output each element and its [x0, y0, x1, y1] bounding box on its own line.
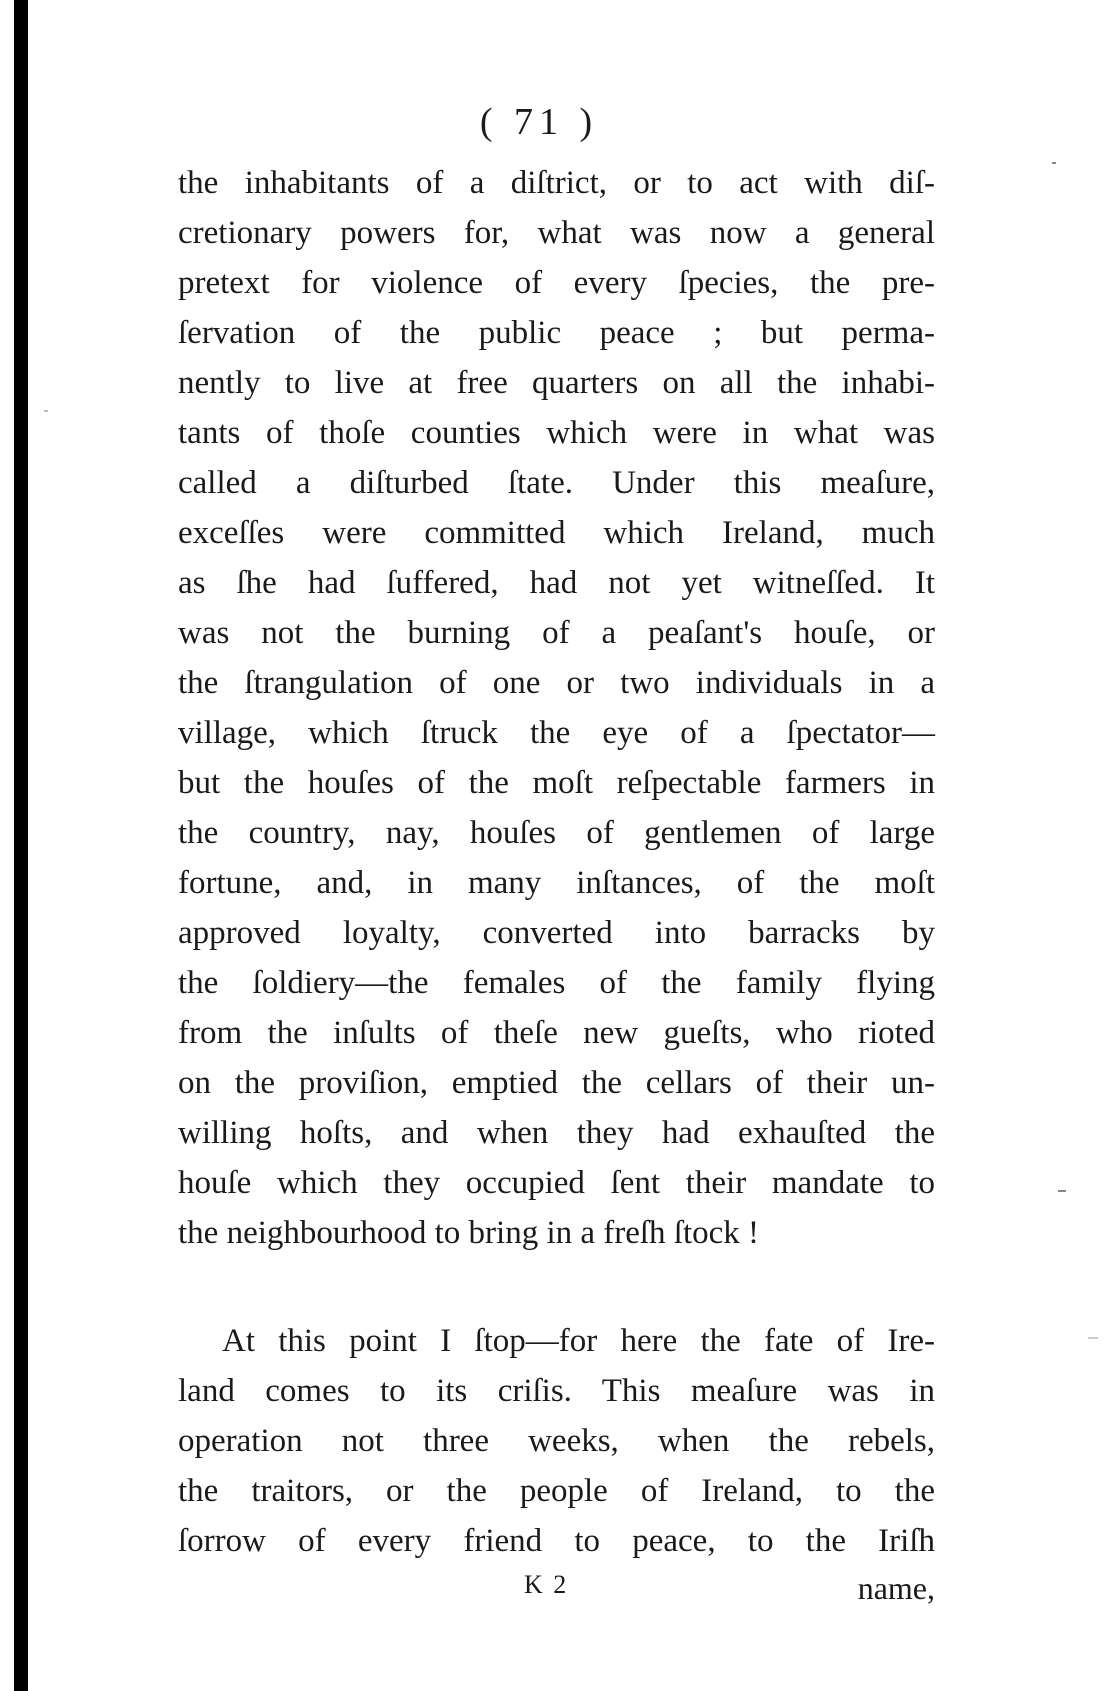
- text-line: the ſtrangulation of one or two individuals in a: [178, 665, 935, 701]
- text-line: the country, nay, houſes of gentlemen of large: [178, 815, 935, 851]
- text-line: exceſſes were committed which Ireland, much: [178, 515, 935, 551]
- text-line: was not the burning of a peaſant's houſe, or: [178, 615, 935, 651]
- text-line: tants of thoſe counties which were in what was: [178, 415, 935, 451]
- signature-mark: K 2: [524, 1570, 569, 1599]
- paper-speck: [1052, 162, 1056, 164]
- text-line: as ſhe had ſuffered, had not yet witneſſed. It: [178, 565, 935, 601]
- text-line: the traitors, or the people of Ireland, to the: [178, 1473, 935, 1509]
- catchword: name,: [857, 1570, 935, 1606]
- text-line: approved loyalty, converted into barracks by: [178, 915, 935, 951]
- text-line: operation not three weeks, when the rebels,: [178, 1423, 935, 1459]
- text-line: village, which ſtruck the eye of a ſpectator—: [178, 715, 935, 751]
- paragraph-2: [178, 1316, 935, 1566]
- text-line: At this point I ſtop—for here the fate of Ire-: [222, 1323, 935, 1359]
- text-line: the ſoldiery—the females of the family flying: [178, 965, 935, 1001]
- text-line: willing hoſts, and when they had exhauſted the: [178, 1115, 935, 1151]
- text-line: the inhabitants of a diſtrict, or to act with diſ-: [178, 165, 935, 201]
- text-line: nently to live at free quarters on all the inhabi-: [178, 365, 935, 401]
- binding-edge: [14, 0, 28, 1691]
- text-line: land comes to its criſis. This meaſure was in: [178, 1373, 935, 1409]
- text-line: but the houſes of the moſt reſpectable farmers in: [178, 765, 935, 801]
- text-line: called a diſturbed ſtate. Under this meaſure,: [178, 465, 935, 501]
- text-line: pretext for violence of every ſpecies, the pre-: [178, 265, 935, 301]
- text-line: the neighbourhood to bring in a freſh ſtock !: [178, 1215, 760, 1251]
- text-line: ſervation of the public peace ; but perma-: [178, 315, 935, 351]
- page-number: ( 71 ): [479, 101, 599, 143]
- text-line: houſe which they occupied ſent their mandate to: [178, 1165, 935, 1201]
- text-line: cretionary powers for, what was now a general: [178, 215, 935, 251]
- text-line: from the inſults of theſe new gueſts, who rioted: [178, 1015, 935, 1051]
- text-line: ſorrow of every friend to peace, to the Iriſh: [178, 1523, 935, 1559]
- paper-speck: [44, 410, 48, 412]
- text-line: on the proviſion, emptied the cellars of their un-: [178, 1065, 935, 1101]
- paper-speck: [1088, 1337, 1098, 1339]
- paper-speck: [1058, 1190, 1066, 1192]
- paragraph-1: [178, 158, 935, 1258]
- page-footer: [178, 1570, 935, 1610]
- text-line: fortune, and, in many inſtances, of the moſt: [178, 865, 935, 901]
